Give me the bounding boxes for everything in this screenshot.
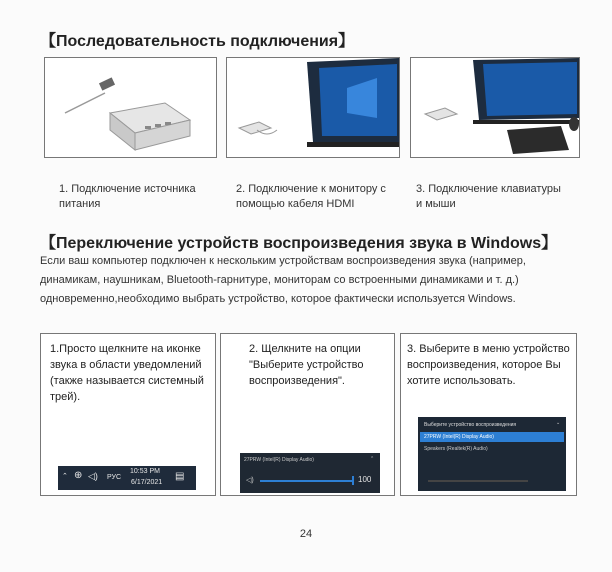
- chevron-up-icon[interactable]: ⌃: [62, 473, 68, 480]
- keyboard-mouse-drawing: [411, 58, 579, 157]
- chevron-up-icon[interactable]: ⌃: [370, 456, 375, 462]
- speaker-icon[interactable]: ◁): [246, 477, 254, 484]
- illustration-power: [44, 57, 217, 158]
- volume-thumb[interactable]: [352, 476, 354, 485]
- step-caption-2: 2. Подключение к монитору с помощью кабеля HDMI: [236, 183, 386, 210]
- panel-2-text: 2. Щелкните на опции "Выберите устройство воспроизведения".: [249, 343, 364, 387]
- page-number: 24: [299, 528, 313, 540]
- menu-header: Выберите устройство воспроизведения: [424, 422, 517, 428]
- intro-paragraph: Если ваш компьютер подключен к нескольким устройствам воспроизведения звука (например, динамикам, наушникам, Bluetooth-гарнитуре, мониторам со встроенными динамиками и т. д.) одновременно,необходимо выбрать устройство, которое фактически используется Windows.: [40, 255, 526, 305]
- section-title-audio-switch: 【Переключение устройств воспроизведения звука в Windows】: [40, 235, 558, 252]
- panel-1-text: 1.Просто щелкните на иконке звука в области уведомлений (также называется системный трей).: [50, 343, 204, 403]
- chevron-down-icon[interactable]: ⌄: [556, 420, 561, 426]
- menu-item-label: 27PRW (Intel(R) Display Audio): [424, 434, 494, 440]
- clock-time[interactable]: 10:53 PM: [130, 468, 160, 475]
- network-icon[interactable]: ⊕: [74, 470, 83, 481]
- volume-device-selector[interactable]: 27PRW (Intel(R) Display Audio): [244, 457, 314, 463]
- volume-track[interactable]: [260, 480, 354, 482]
- illustration-keyboard-mouse: [410, 57, 580, 158]
- panel-3-text: 3. Выберите в меню устройство воспроизведения, которое Вы хотите использовать.: [407, 343, 570, 387]
- speaker-icon[interactable]: ◁): [88, 471, 98, 481]
- menu-item-selected[interactable]: [420, 432, 564, 442]
- step-caption-3: 3. Подключение клавиатуры и мыши: [416, 183, 561, 210]
- playback-device-menu: [418, 417, 566, 491]
- volume-fill: [260, 480, 354, 482]
- monitor-hdmi-drawing: [227, 58, 399, 157]
- step-caption-1: 1. Подключение источника питания: [59, 183, 196, 210]
- menu-item-label: Speakers (Realtek(R) Audio): [424, 446, 488, 452]
- section-title-connection: 【Последовательность подключения】: [40, 33, 355, 50]
- menu-volume-track[interactable]: [428, 480, 528, 482]
- power-adapter-drawing: [45, 58, 216, 157]
- volume-popup: [240, 453, 380, 493]
- menu-item[interactable]: [420, 444, 564, 454]
- notification-icon[interactable]: ▤: [175, 471, 185, 482]
- illustration-hdmi: [226, 57, 400, 158]
- taskbar: [58, 466, 196, 490]
- language-indicator[interactable]: РУС: [107, 474, 122, 481]
- volume-value: 100: [358, 475, 372, 484]
- clock-date[interactable]: 6/17/2021: [131, 479, 163, 486]
